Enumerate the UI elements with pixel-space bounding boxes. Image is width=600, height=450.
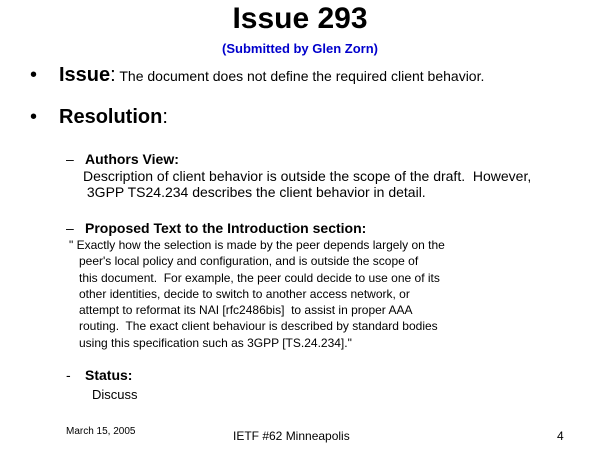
- bullet-marker: •: [30, 64, 38, 86]
- quote-line: using this specification such as 3GPP [TS.24.234].": [69, 335, 352, 350]
- quote-line: other identities, decide to switch to another access network, or: [69, 286, 410, 301]
- bullet-resolution-heading: Resolution: [59, 106, 163, 128]
- footer-page-number: 4: [557, 429, 564, 443]
- proposed-text-quote: [69, 237, 445, 351]
- bullet-issue-heading: Issue: [59, 64, 111, 86]
- slide-subtitle: (Submitted by Glen Zorn): [222, 41, 378, 56]
- quote-line: " Exactly how the selection is made by the peer depends largely on the: [69, 238, 445, 252]
- sub-bullet-marker: –: [66, 151, 74, 167]
- quote-line: peer's local policy and configuration, and is outside the scope of: [69, 254, 419, 269]
- quote-line: this document. For example, the peer could decide to use one of its: [69, 270, 440, 285]
- footer-date: March 15, 2005: [66, 426, 136, 437]
- bullet-issue-colon: :: [110, 64, 116, 86]
- bullet-issue-text: [59, 64, 484, 88]
- slide-title: Issue 293: [232, 2, 368, 35]
- sub-bullet-marker: -: [66, 367, 71, 383]
- bullet-resolution-text: [59, 106, 168, 130]
- quote-line: routing. The exact client behaviour is described by standard bodies: [69, 319, 438, 334]
- authors-view-heading: Authors View:: [85, 151, 179, 167]
- bullet-issue-body: The document does not define the required client behavior.: [115, 68, 485, 84]
- bullet-marker: •: [30, 106, 38, 128]
- quote-line: attempt to reformat its NAI [rfc2486bis] to assist in proper AAA: [69, 303, 413, 318]
- bullet-resolution-colon: :: [162, 106, 168, 128]
- proposed-text-heading: Proposed Text to the Introduction section:: [85, 220, 367, 236]
- footer-venue: IETF #62 Minneapolis: [233, 429, 350, 443]
- authors-view-line-2: 3GPP TS24.234 describes the client behavior in detail.: [83, 184, 426, 200]
- status-value: Discuss: [92, 387, 138, 402]
- status-heading: Status:: [85, 367, 133, 383]
- authors-view-line-1: Description of client behavior is outside the scope of the draft. However,: [83, 168, 532, 184]
- sub-bullet-marker: –: [66, 220, 74, 236]
